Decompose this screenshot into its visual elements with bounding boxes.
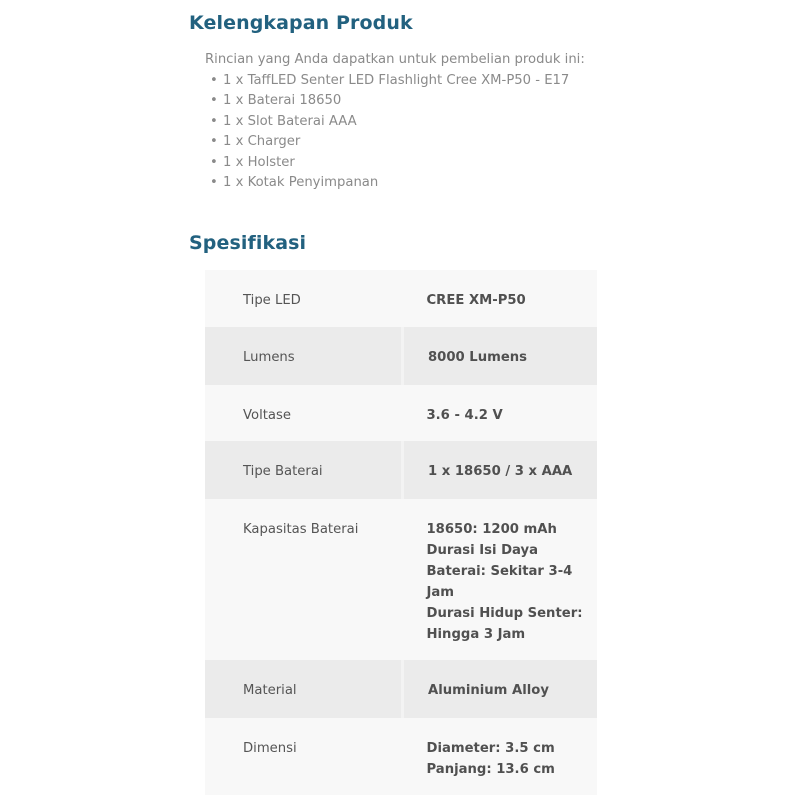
section-title-spesifikasi: Spesifikasi [189,232,307,254]
table-row [205,441,597,499]
spec-value-line: Panjang: 13.6 cm [426,762,555,777]
table-row [205,718,597,795]
spec-value-line: Durasi Isi Daya Baterai: Sekitar 3-4 Jam [426,543,573,600]
spec-value-line: 3.6 - 4.2 V [426,408,503,423]
table-row [205,270,597,327]
spec-label: Lumens [205,327,403,385]
spec-label: Voltase [205,385,403,441]
list-item: • 1 x TaffLED Senter LED Flashlight Cree XM-P50 - E17 [205,71,600,92]
spec-value [403,270,598,327]
spec-label: Material [205,660,403,718]
table-row [205,327,597,385]
table-row [205,660,597,718]
spec-value-line: 18650: 1200 mAh [426,522,557,537]
spec-value-line: 1 x 18650 / 3 x AAA [428,464,573,479]
spec-value-line: Durasi Hidup Senter: Hingga 3 Jam [426,606,583,642]
table-row [205,385,597,441]
list-item: • 1 x Kotak Penyimpanan [205,173,600,194]
section-title-kelengkapan: Kelengkapan Produk [189,12,413,34]
kelengkapan-intro: Rincian yang Anda dapatkan untuk pembelian produk ini: [205,52,585,67]
list-item: • 1 x Baterai 18650 [205,91,600,112]
spec-value [403,327,598,385]
kelengkapan-description [205,50,600,194]
spec-value [403,499,598,660]
spec-value [403,660,598,718]
spec-label: Dimensi [205,718,403,795]
list-item: • 1 x Slot Baterai AAA [205,112,600,133]
spec-label: Kapasitas Baterai [205,499,403,660]
kelengkapan-list [205,71,600,194]
spec-label: Tipe LED [205,270,403,327]
spec-value-line: CREE XM-P50 [426,293,526,308]
spec-value-line: 8000 Lumens [428,350,528,365]
spec-value [403,441,598,499]
spec-value-line: Aluminium Alloy [428,683,549,698]
spec-value [403,718,598,795]
spec-label: Tipe Baterai [205,441,403,499]
list-item: • 1 x Charger [205,132,600,153]
table-row [205,499,597,660]
spec-table [205,270,597,795]
spec-value [403,385,598,441]
spec-value-line: Diameter: 3.5 cm [426,741,555,756]
list-item: • 1 x Holster [205,153,600,174]
